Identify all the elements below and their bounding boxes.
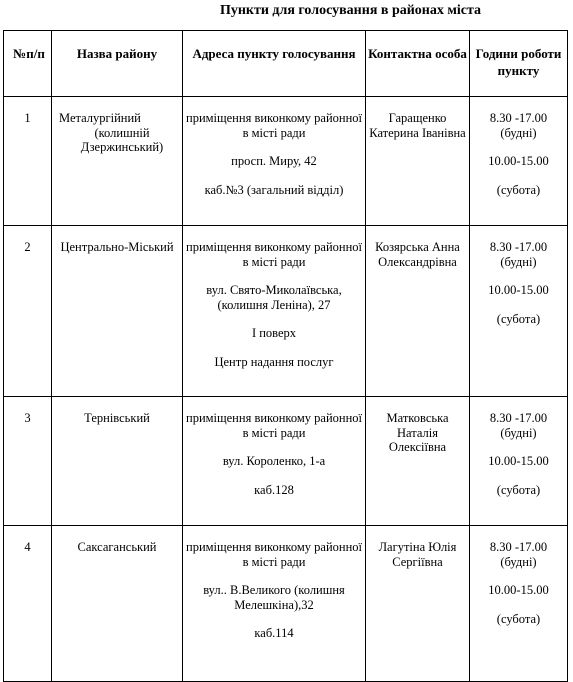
hours-cell bbox=[470, 526, 568, 682]
address-cell bbox=[183, 226, 366, 397]
address-line: каб.114 bbox=[254, 626, 294, 640]
hours-saturday: 10.00-15.00 bbox=[488, 283, 549, 297]
hours-cell bbox=[470, 226, 568, 397]
district-name: Металургійний bbox=[59, 111, 141, 125]
address-line: приміщення виконкому районної в місті ради bbox=[186, 111, 362, 140]
district-cell bbox=[52, 397, 183, 526]
address-line: каб.128 bbox=[254, 482, 294, 497]
address-line: приміщення виконкому районної в місті ради bbox=[186, 411, 362, 440]
contact-person: Гаращенко Катерина Іванівна bbox=[366, 97, 470, 226]
row-number: 4 bbox=[4, 526, 52, 682]
hours-weekdays: 8.30 -17.00 (будні) bbox=[489, 111, 548, 140]
address-cell bbox=[183, 397, 366, 526]
row-number: 2 bbox=[4, 226, 52, 397]
address-line: приміщення виконкому районної в місті ради bbox=[186, 540, 362, 569]
district-cell bbox=[52, 526, 183, 682]
hours-saturday-label: (субота) bbox=[496, 182, 541, 197]
contact-person: Козярська Анна Олександрівна bbox=[366, 226, 470, 397]
table-row bbox=[4, 397, 568, 526]
district-cell bbox=[52, 226, 183, 397]
row-number: 1 bbox=[4, 97, 52, 226]
column-header-hours: Години роботи пункту bbox=[470, 31, 568, 97]
page-title: Пункти для голосування в районах міста bbox=[219, 3, 482, 18]
hours-weekdays: 8.30 -17.00 (будні) bbox=[489, 240, 548, 269]
district-former-name: (колишній Дзержинський) bbox=[80, 125, 164, 154]
column-header-address: Адреса пункту голосування bbox=[183, 31, 366, 97]
table-row bbox=[4, 226, 568, 397]
column-header-number: №п/п bbox=[4, 31, 52, 97]
address-line: просп. Миру, 42 bbox=[231, 154, 317, 168]
address-line: вул.. В.Великого (колишня Мелешкіна),32 bbox=[203, 583, 345, 612]
hours-saturday-label: (субота) bbox=[496, 611, 541, 626]
hours-cell bbox=[470, 97, 568, 226]
district-name: Тернівський bbox=[84, 411, 150, 425]
district-cell bbox=[52, 97, 183, 226]
contact-person: Лагутіна Юлія Сергіївна bbox=[366, 526, 470, 682]
address-cell bbox=[183, 97, 366, 226]
table-row bbox=[4, 97, 568, 226]
column-header-contact: Контактна особа bbox=[366, 31, 470, 97]
address-cell bbox=[183, 526, 366, 682]
table-row bbox=[4, 526, 568, 682]
hours-weekdays: 8.30 -17.00 (будні) bbox=[489, 411, 548, 440]
table-header-row bbox=[4, 31, 568, 97]
address-line: вул. Свято-Миколаївська, (колишня Леніна), 27 bbox=[206, 283, 342, 312]
address-line: І поверх bbox=[251, 326, 297, 340]
hours-weekdays: 8.30 -17.00 (будні) bbox=[489, 540, 548, 569]
address-line: Центр надання послуг bbox=[214, 354, 334, 369]
hours-saturday: 10.00-15.00 bbox=[488, 154, 549, 168]
district-name: Центрально-Міський bbox=[60, 240, 174, 254]
district-name: Саксаганський bbox=[77, 540, 157, 554]
address-line: приміщення виконкому районної в місті ради bbox=[186, 240, 362, 269]
hours-saturday-label: (субота) bbox=[496, 311, 541, 326]
hours-saturday: 10.00-15.00 bbox=[488, 454, 549, 468]
row-number: 3 bbox=[4, 397, 52, 526]
address-line: вул. Короленко, 1-а bbox=[222, 454, 326, 468]
hours-saturday: 10.00-15.00 bbox=[488, 583, 549, 597]
address-line: каб.№3 (загальний відділ) bbox=[204, 182, 344, 197]
column-header-district: Назва району bbox=[52, 31, 183, 97]
contact-person: Матковська Наталія Олексіївна bbox=[366, 397, 470, 526]
hours-cell bbox=[470, 397, 568, 526]
voting-points-table bbox=[3, 30, 568, 682]
hours-saturday-label: (субота) bbox=[496, 482, 541, 497]
